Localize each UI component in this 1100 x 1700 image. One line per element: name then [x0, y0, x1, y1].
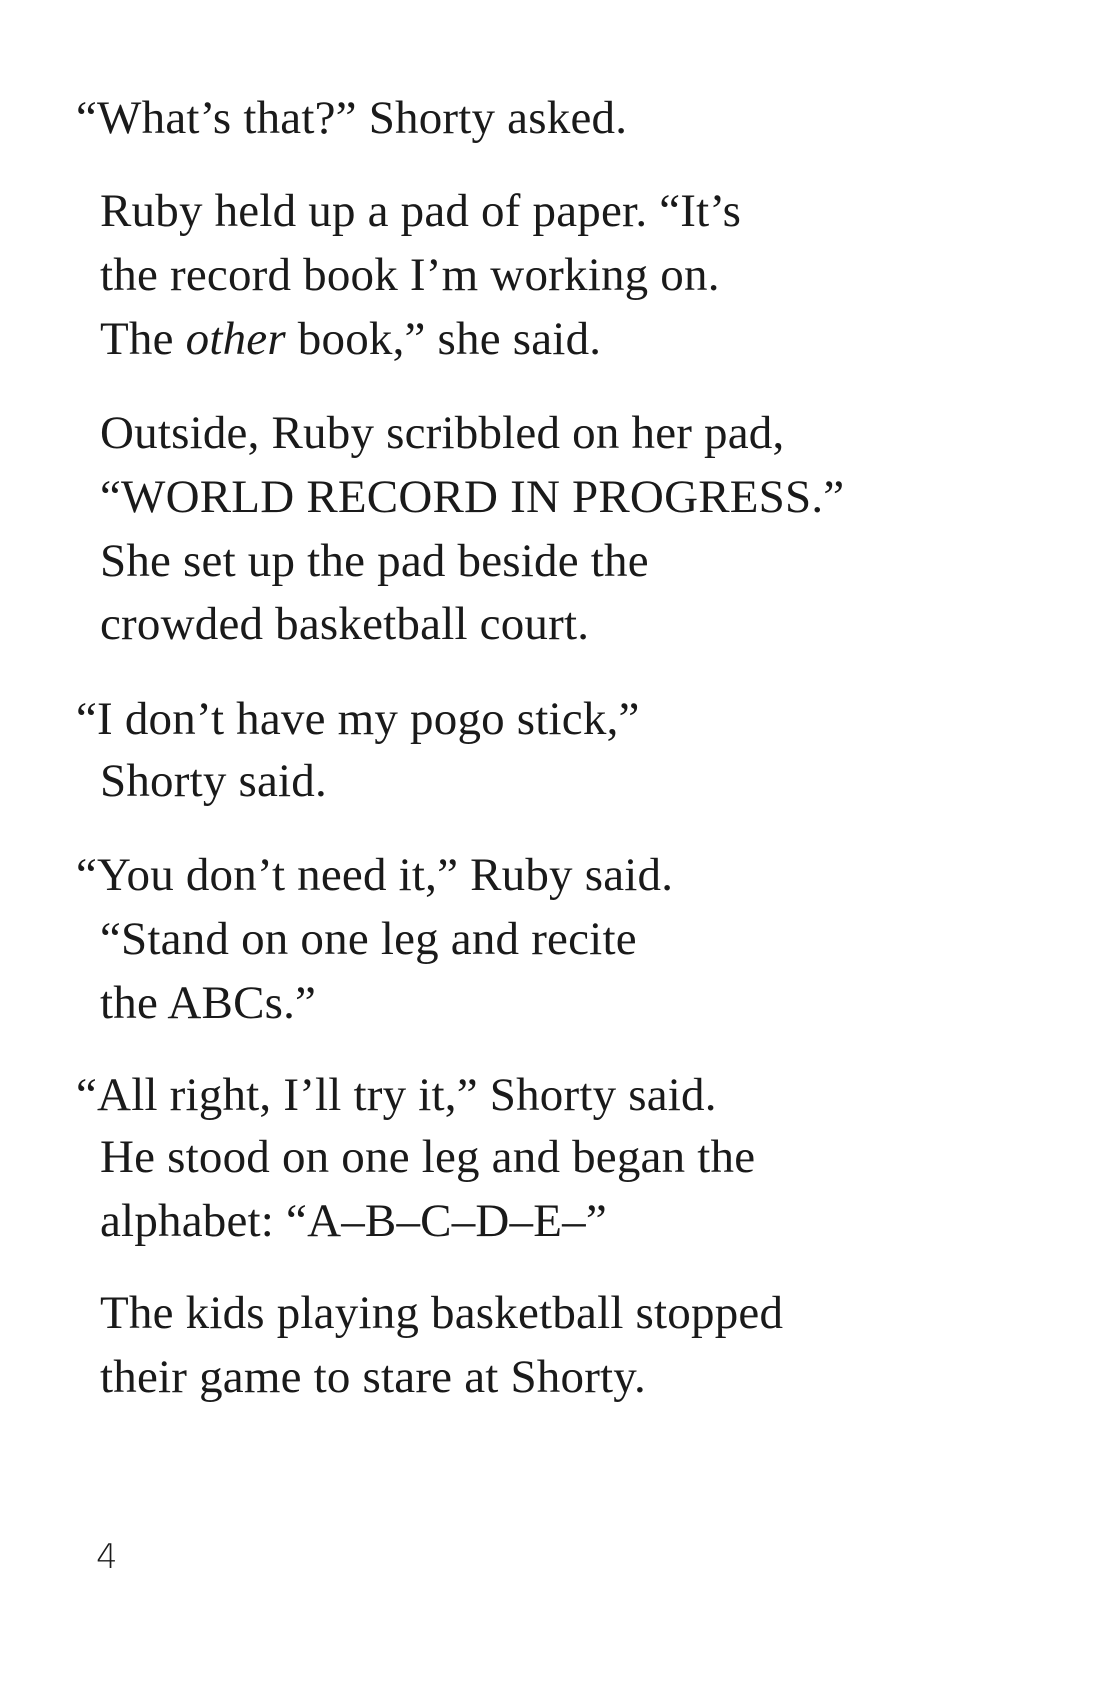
page-number: 4: [96, 1537, 118, 1577]
paragraph-5-line-1: “You don’t need it,” Ruby said.: [76, 849, 674, 901]
paragraph-6-line-1: “All right, I’ll try it,” Shorty said.: [76, 1069, 717, 1121]
paragraph-2-line-3: [100, 313, 602, 365]
paragraph-2-line-2: the record book I’m working on.: [100, 249, 720, 301]
paragraph-1-line-1: “What’s that?” Shorty asked.: [76, 92, 628, 144]
italic-word: other: [185, 313, 286, 365]
paragraph-6-line-2: He stood on one leg and began the: [100, 1131, 756, 1183]
paragraph-7-line-1: The kids playing basketball stopped: [100, 1287, 784, 1339]
text-segment: The: [100, 313, 186, 365]
paragraph-5-line-3: the ABCs.”: [100, 977, 317, 1029]
paragraph-4-line-1: “I don’t have my pogo stick,”: [76, 693, 640, 745]
paragraph-5-line-2: “Stand on one leg and recite: [100, 913, 637, 965]
paragraph-3-line-3: She set up the pad beside the: [100, 535, 649, 587]
text-segment: book,” she said.: [285, 313, 602, 365]
paragraph-3-line-2: “WORLD RECORD IN PROGRESS.”: [100, 471, 845, 523]
paragraph-3-line-1: Outside, Ruby scribbled on her pad,: [100, 407, 785, 459]
paragraph-6-line-3: alphabet: “A–B–C–D–E–”: [100, 1195, 607, 1247]
paragraph-7-line-2: their game to stare at Shorty.: [100, 1351, 646, 1403]
paragraph-4-line-2: Shorty said.: [100, 755, 327, 807]
paragraph-2-line-1: Ruby held up a pad of paper. “It’s: [100, 185, 742, 237]
paragraph-3-line-4: crowded basketball court.: [100, 598, 590, 650]
